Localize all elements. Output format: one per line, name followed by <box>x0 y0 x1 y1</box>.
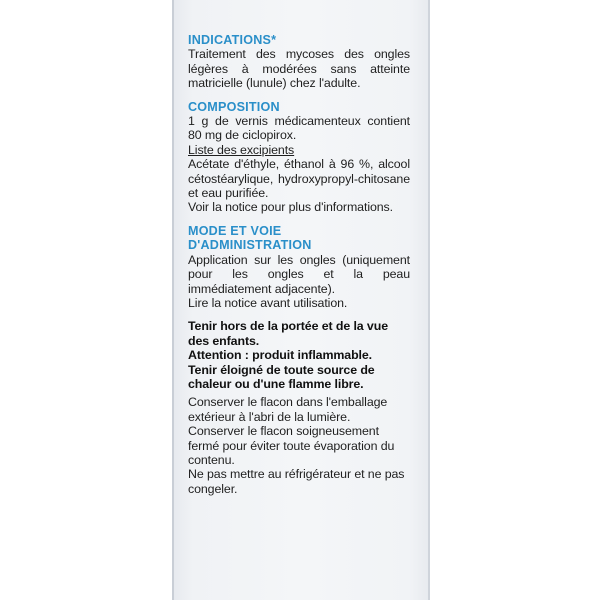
storage-cold: Ne pas mettre au réfrigérateur et ne pas congeler. <box>188 467 405 496</box>
excipients-label: Liste des excipients <box>188 142 295 157</box>
administration-text: Application sur les ongles (uniquement pour les ongles et la peau immédiatement adjacente). <box>188 252 410 296</box>
flammable-warning: Attention : produit inflammable. <box>188 348 373 363</box>
indications-heading: INDICATIONS* <box>188 33 277 47</box>
storage-closed: Conserver le flacon soigneusement fermé pour éviter toute évaporation du contenu. <box>188 424 395 467</box>
section-gap <box>188 310 410 319</box>
package-panel <box>172 0 430 600</box>
composition-notice: Voir la notice pour plus d'informations. <box>188 200 393 215</box>
administration-notice: Lire la notice avant utilisation. <box>188 295 348 310</box>
indications-text: Traitement des mycoses des ongles légères à modérées sans atteinte matricielle (lunule) chez l'adulte. <box>188 47 410 91</box>
excipients-text: Acétate d'éthyle, éthanol à 96 %, alcool cétostéarylique, hydroxypropyl-chitosane et eau purifiée. <box>188 157 410 201</box>
administration-heading-line1: MODE ET VOIE <box>188 223 282 238</box>
composition-heading: COMPOSITION <box>188 99 280 114</box>
panel-left-edge <box>172 0 174 600</box>
keep-away-warning: Tenir hors de la portée et de la vue des enfants. <box>188 319 388 348</box>
administration-heading-line2: D'ADMINISTRATION <box>188 238 312 253</box>
leaflet-text <box>188 33 410 496</box>
composition-line: 1 g de vernis médicamenteux contient 80 mg de ciclopirox. <box>188 114 410 143</box>
section-gap <box>188 215 410 224</box>
storage-light: Conserver le flacon dans l'emballage extérieur à l'abri de la lumière. <box>188 395 388 424</box>
heat-warning: Tenir éloigné de toute source de chaleur ou d'une flamme libre. <box>188 362 375 391</box>
panel-right-edge <box>428 0 430 600</box>
section-gap <box>188 91 410 100</box>
